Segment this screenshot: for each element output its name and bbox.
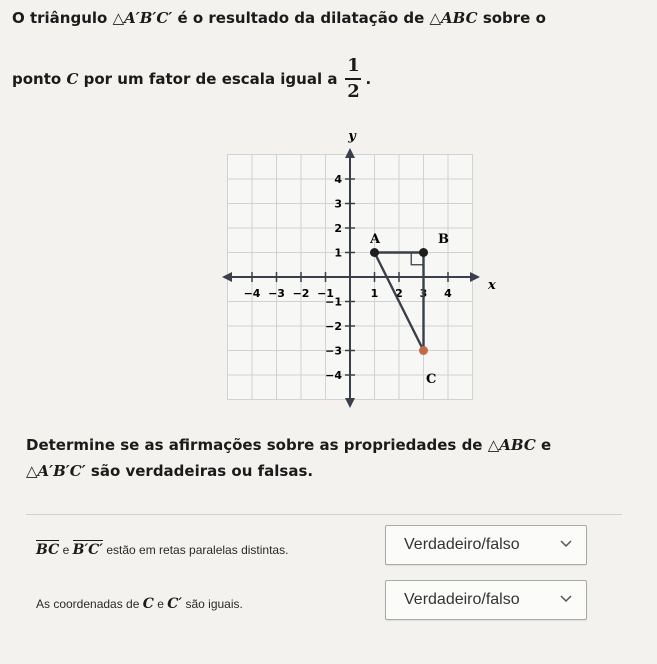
chevron-down-icon — [560, 539, 572, 551]
y-axis-label: y — [348, 129, 356, 144]
divider — [26, 514, 622, 515]
fraction-numerator: 1 — [347, 55, 360, 76]
y-tick-label: 3 — [334, 197, 342, 211]
intro-text — [12, 8, 647, 102]
y-axis-arrow-down — [345, 398, 355, 408]
x-tick-label: −4 — [243, 287, 261, 300]
y-tick-label: 2 — [334, 222, 342, 235]
vertex-c — [419, 346, 428, 355]
y-tick-label: −4 — [325, 369, 342, 382]
y-axis-arrow-up — [345, 148, 355, 158]
x-tick-label: 4 — [444, 287, 452, 300]
y-tick-label: −1 — [325, 295, 342, 309]
segment-b-prime-c-prime: B′C′ — [72, 542, 103, 558]
fraction-denominator: 2 — [347, 81, 360, 102]
point-c: C — [142, 596, 154, 612]
intro-line-2: ponto C por um fator de escala igual a $\frac{1}{2}$ . — [12, 55, 372, 102]
y-tick-label: −3 — [325, 344, 342, 358]
question-triangle-a-prime: △A′B′C′ — [26, 462, 86, 480]
x-axis-arrow-right — [470, 272, 480, 282]
point-c-text: C — [66, 70, 79, 88]
x-tick-label: 3 — [419, 287, 428, 300]
point-label-a: A — [370, 232, 381, 247]
x-tick-label: −1 — [317, 287, 334, 300]
vertex-b — [419, 248, 428, 257]
point-label-b: B — [438, 232, 449, 247]
point-label-c: C — [426, 372, 437, 387]
fraction-bar — [345, 78, 361, 80]
true-false-select-1[interactable]: Verdadeiro/falso — [385, 525, 587, 565]
triangle-abc: △ABC — [429, 9, 478, 27]
question-triangle-abc: △ABC — [487, 436, 536, 454]
y-tick-label: 4 — [334, 173, 342, 186]
x-axis-label: x — [488, 278, 496, 293]
scale-factor-fraction — [345, 56, 361, 102]
x-tick-label: 1 — [370, 287, 379, 300]
statement-2: As coordenadas de C e C′ são iguais. — [36, 596, 243, 612]
segment-bc: BC — [36, 542, 60, 558]
x-tick-label: 2 — [395, 287, 403, 300]
point-c-prime: C′ — [167, 596, 183, 612]
x-tick-label: −2 — [292, 287, 310, 300]
y-tick-label: 1 — [334, 246, 342, 260]
vertex-a — [370, 248, 379, 257]
intro-line-1: O triângulo △A′B′C′ é o resultado da dilatação de △ABC sobre o — [12, 9, 546, 27]
true-false-select-2[interactable]: Verdadeiro/falso — [385, 580, 587, 620]
x-tick-label: −3 — [268, 287, 285, 300]
question-text: Determine se as afirmações sobre as propriedades de △ABC e △A′B′C′ são verdadeiras ou falsas. — [26, 436, 552, 480]
coordinate-graph — [220, 126, 496, 412]
chevron-down-icon — [560, 594, 572, 606]
statement-1: BC e B′C′ estão em retas paralelas distintas. — [36, 542, 289, 558]
y-tick-label: −2 — [325, 320, 342, 333]
triangle-a-prime: △A′B′C′ — [112, 9, 173, 27]
